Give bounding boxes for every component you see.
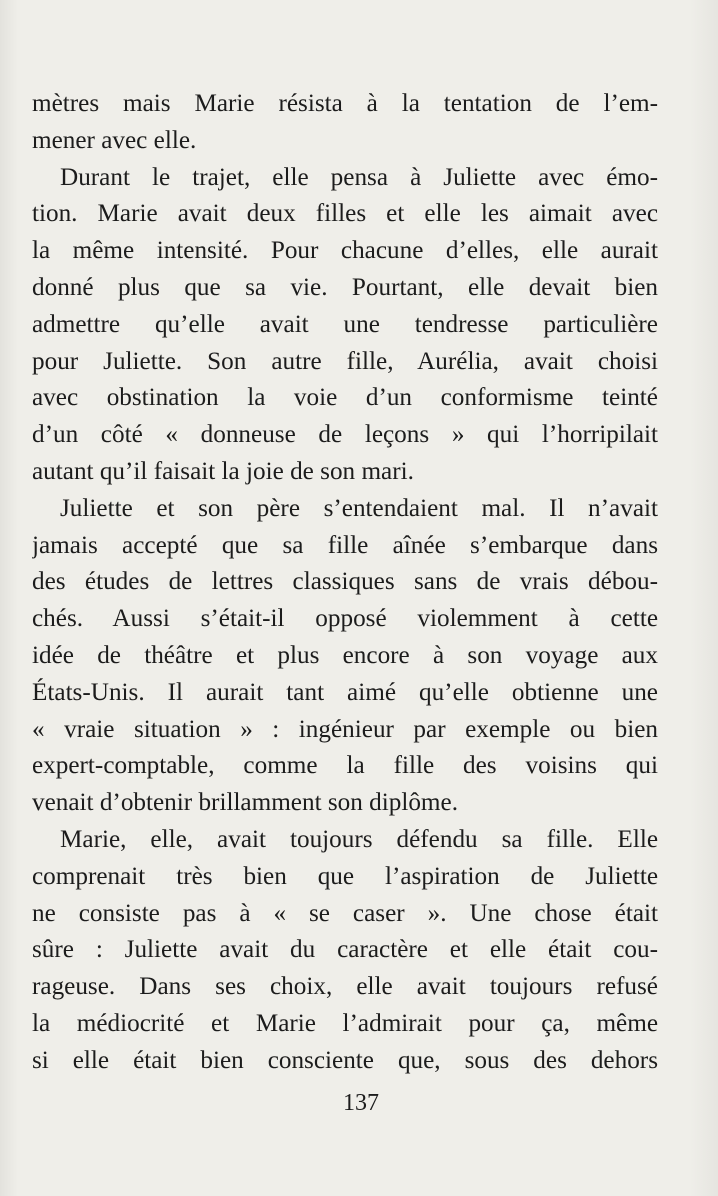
text-line: mener avec elle. [32,126,197,154]
text-line: expert-comptable, comme la fille des voisins qui [32,752,658,780]
text-line: venait d’obtenir brillamment son diplôme. [32,789,458,817]
text-line: tion. Marie avait deux filles et elle les aimait avec [32,200,658,228]
text-line: Durant le trajet, elle pensa à Juliette avec émo- [60,163,658,191]
text-line: États-Unis. Il aurait tant aimé qu’elle obtienne une [32,678,658,706]
paragraph [32,491,658,822]
text-line: jamais accepté que sa fille aînée s’embarque dans [32,531,658,559]
paragraph [32,822,658,1080]
paragraph [32,86,658,160]
text-line: ne consiste pas à « se caser ». Une chose était [32,899,658,927]
paragraph [32,160,658,491]
text-line: admettre qu’elle avait une tendresse particulière [32,310,658,338]
text-line: la médiocrité et Marie l’admirait pour ça, même [32,1009,658,1037]
text-line: comprenait très bien que l’aspiration de Juliette [32,862,658,890]
text-line: chés. Aussi s’était-il opposé violemment à cette [32,605,658,633]
text-line: donné plus que sa vie. Pourtant, elle devait bien [32,273,658,301]
text-line: Juliette et son père s’entendaient mal. Il n’avait [60,494,658,522]
text-line: rageuse. Dans ses choix, elle avait toujours refusé [32,973,658,1001]
text-line: idée de théâtre et plus encore à son voyage aux [32,641,658,669]
text-line: mètres mais Marie résista à la tentation de l’em- [32,90,658,117]
text-line: la même intensité. Pour chacune d’elles, elle aurait [32,237,658,265]
text-line: Marie, elle, avait toujours défendu sa fille. Elle [60,825,658,853]
text-line: si elle était bien consciente que, sous des dehors [32,1046,658,1074]
body-text [32,86,658,1080]
text-line: avec obstination la voie d’un conformisme teinté [32,384,658,412]
text-line: « vraie situation » : ingénieur par exemple ou bien [32,715,658,743]
text-line: sûre : Juliette avait du caractère et elle était cou- [32,936,658,964]
text-line: d’un côté « donneuse de leçons » qui l’horripilait [32,421,658,449]
text-line: autant qu’il faisait la joie de son mari. [32,457,414,485]
text-line: des études de lettres classiques sans de vrais débou- [32,568,658,596]
page-number: 137 [343,1090,379,1116]
text-line: pour Juliette. Son autre fille, Aurélia, avait choisi [32,347,658,375]
